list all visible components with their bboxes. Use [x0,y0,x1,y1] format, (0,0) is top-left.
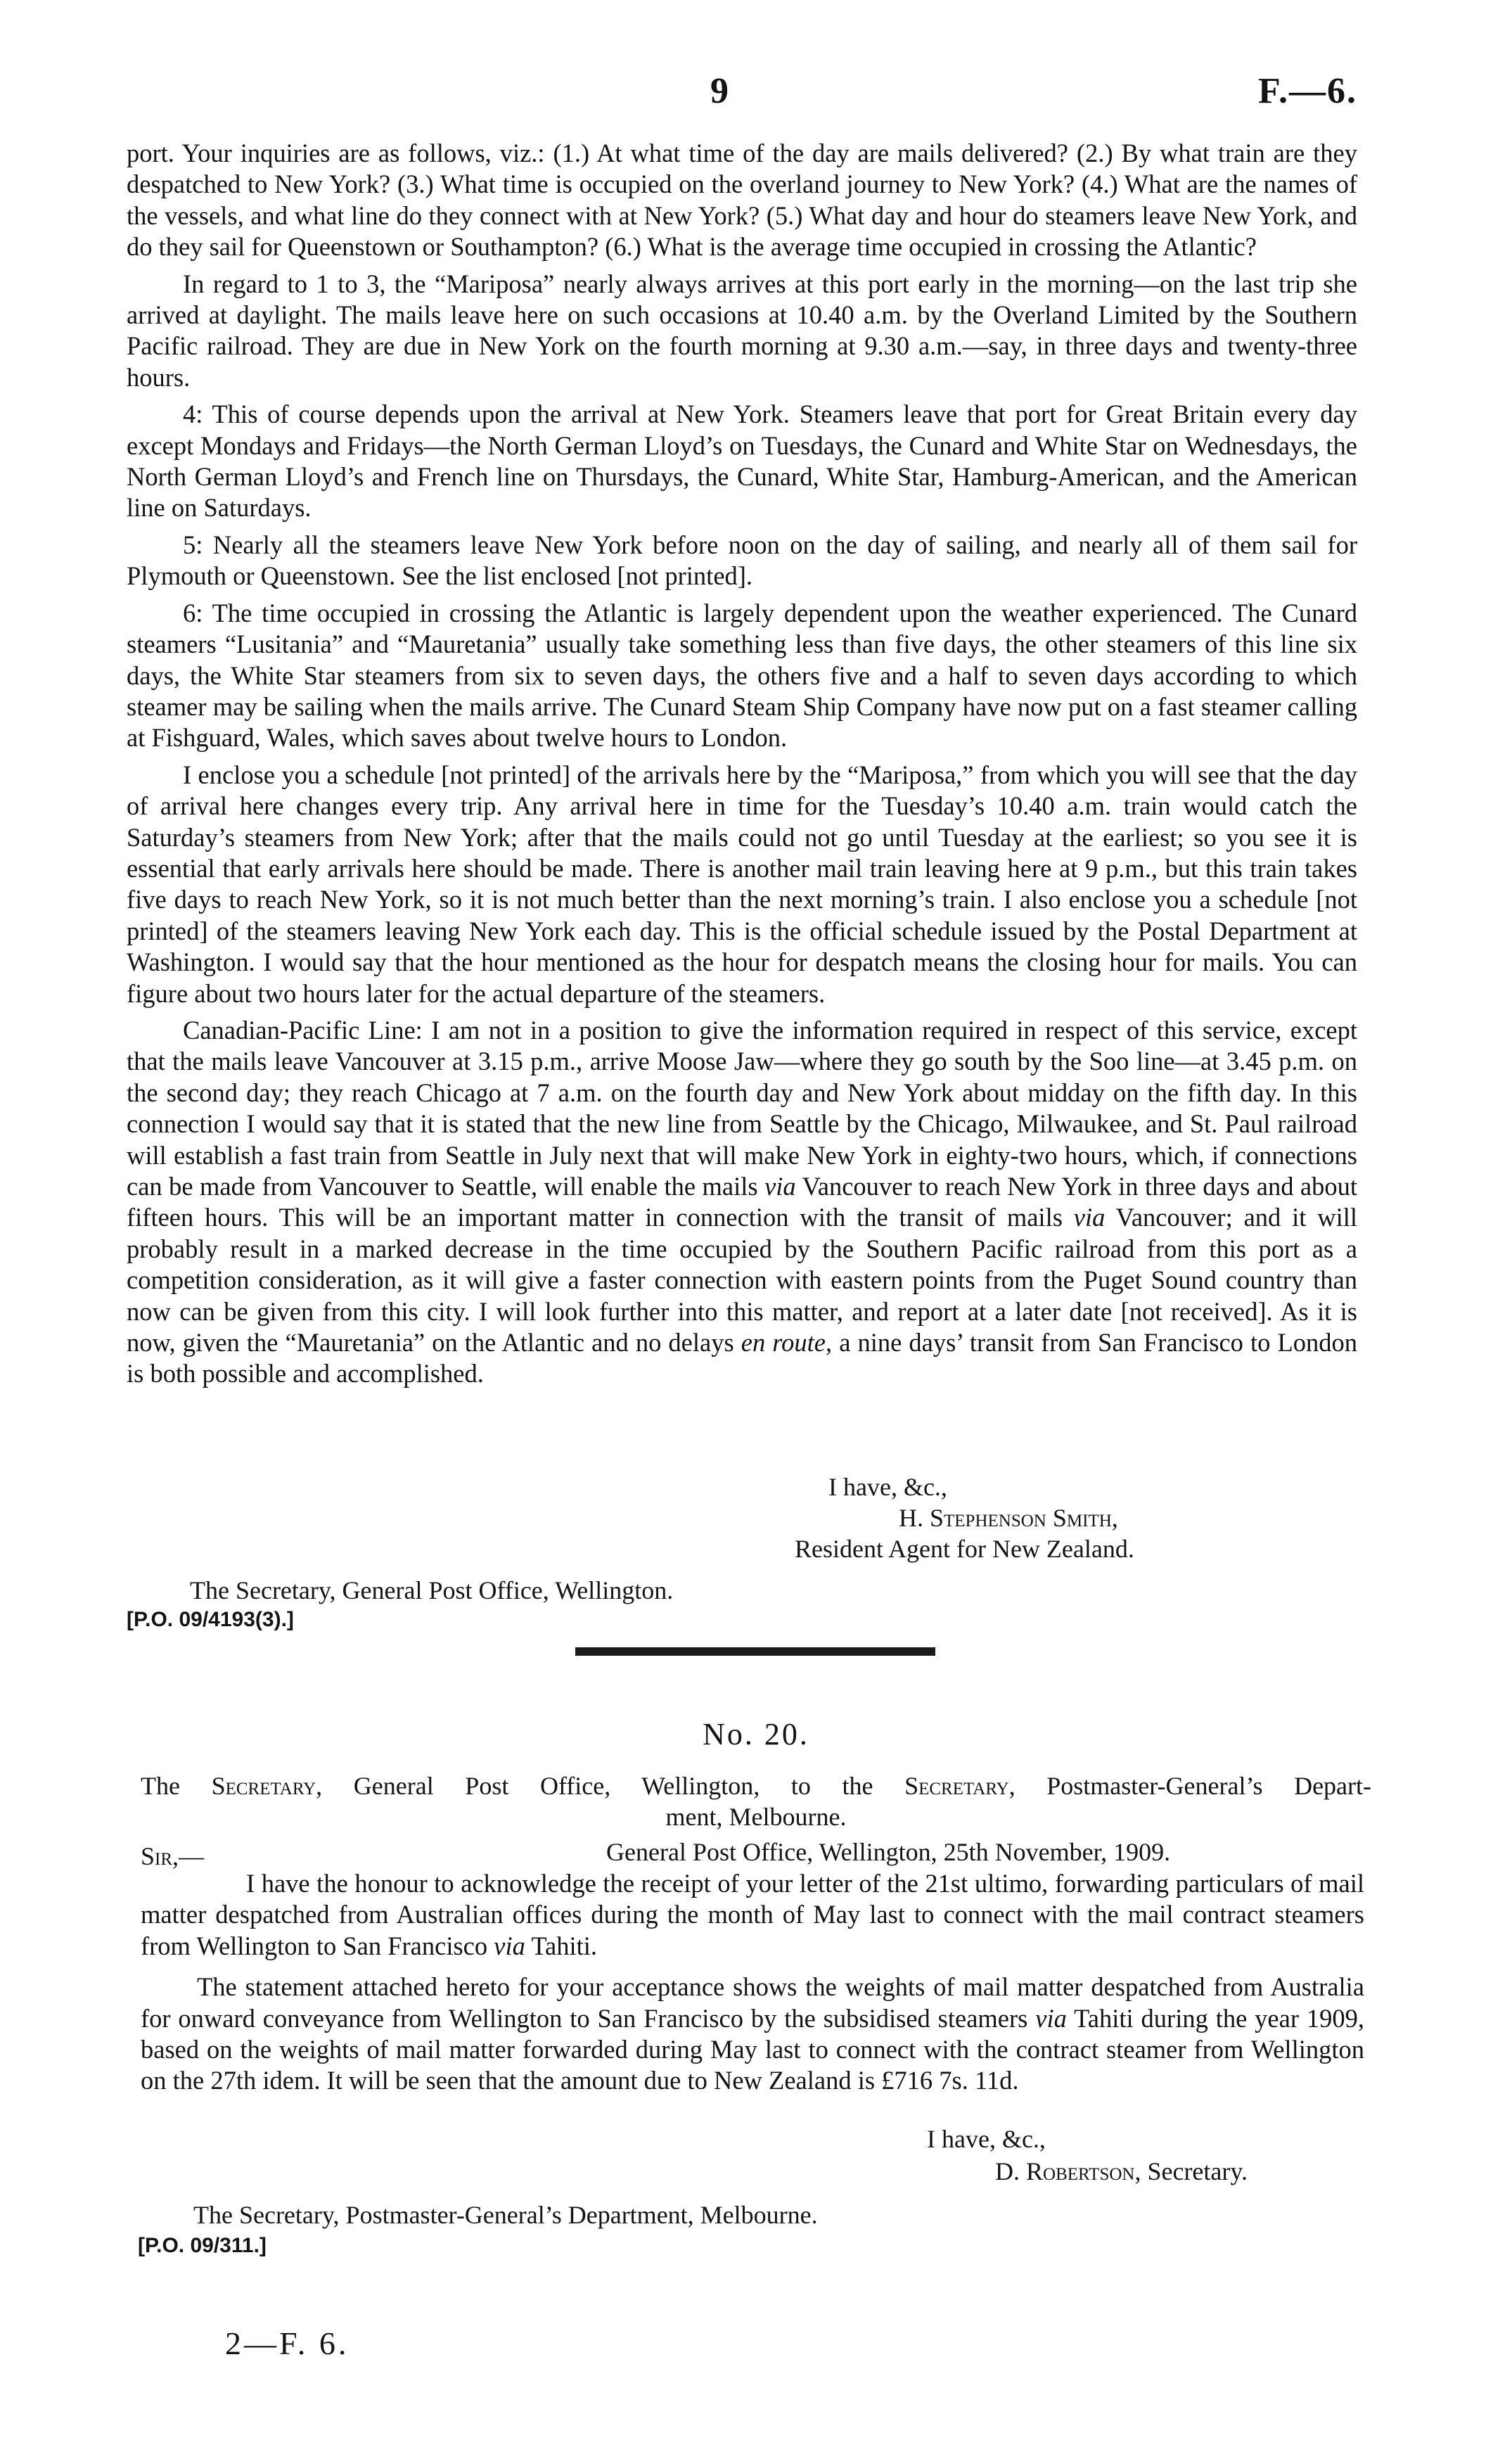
letter-number: No. 20. [703,1717,809,1751]
dateline: General Post Office, Wellington, 25th November, 1909. [606,1838,1171,1866]
closing-19: I have, &c., [828,1473,947,1501]
answer-1-3-paragraph: In regard to 1 to 3, the “Mariposa” nearly always arrives at this port early in the morning—on the last trip she arrived at daylight. The mails leave here on such occasions at 10.40 a.m. by the Overland Limited by the Southern Pacific railroad. They are due in New York on the fourth morning at 9.30 a.m.—say, in three days and twenty-three hours. [127,269,1357,392]
file-reference-19: [P.O. 09/4193(3).] [127,1608,294,1631]
letter-20-title-line-2: ment, Melbourne. [665,1803,847,1831]
closing-20: I have, &c., [927,2125,1046,2153]
answer-5-paragraph: 5: Nearly all the steamers leave New York before noon on the day of sailing, and nearly all of them sail for Plymouth or Queenstown. See the list enclosed [not printed]. [127,530,1357,591]
inquiries-paragraph: port. Your inquiries are as follows, viz.: (1.) At what time of the day are mails delivered? (2.) By what train are they despatched to New York? (3.) What time is occupied on the overland journey to New York? (4.) What are the names of the vessels, and what line do they connect with at New York? (5.) What day and hour do steamers leave New York, and do they sail for Queenstown or Southampton? (6.) What is the average time occupied in crossing the Atlantic? [127,139,1357,262]
answer-6-paragraph: 6: The time occupied in crossing the Atlantic is largely dependent upon the weather experienced. The Cunard steamers “Lusitania” and “Mauretania” usually take something less than five days, the other steamers of this line six days, the White Star steamers from six to seven days, the others five and a half to seven days according to which steamer may be sailing when the mails arrive. The Cunard Steam Ship Company have now put on a fast steamer calling at Fishguard, Wales, which saves about twelve hours to London. [127,598,1357,753]
file-reference-20: [P.O. 09/311.] [138,2234,267,2257]
signature-mark: 2—F. 6. [225,2325,350,2361]
schedule-paragraph: I enclose you a schedule [not printed] of the arrivals here by the “Mariposa,” from which you will see that the day of arrival here changes every trip. Any arrival here in time for the Tuesday’s 10.40 a.m. train would catch the Saturday’s steamers from New York; after that the mails could not go until Tuesday at the earliest; so you see it is essential that early arrivals here should be made. There is another mail train leaving here at 9 p.m., but this train takes five days to reach New York, so it is not much better than the next morning’s train. I also enclose you a schedule [not printed] of the steamers leaving New York each day. This is the official schedule issued by the Postal Department at Washington. I would say that the hour mentioned as the hour for despatch means the closing hour for mails. You can figure about two hours later for the actual departure of the steamers. [127,760,1357,1008]
letter-20-title-line-1: The Secretary, General Post Office, Wellington, to the Secretary, Postmaster-General’s Depart- [141,1772,1372,1800]
letter-20-body [141,1868,1364,2097]
addressee-19: The Secretary, General Post Office, Wellington. [190,1576,674,1604]
canadian-pacific-paragraph: Canadian-Pacific Line: I am not in a position to give the information required in respect of this service, except that the mails leave Vancouver at 3.15 p.m., arrive Moose Jaw—where they go south by the Soo line—at 3.45 p.m. on the second day; they reach Chicago at 7 a.m. on the fourth day and New York about midday on the fifth day. In this connection I would say that it is stated that the new line from Seattle by the Chicago, Milwaukee, and St. Paul railroad will establish a fast train from Seattle in July next that will make New York in eighty-two hours, which, if connections can be made from Vancouver to Seattle, will enable the mails via Vancouver to reach New York in three days and about fifteen hours. This will be an important matter in connection with the transit of mails via Vancouver; and it will probably result in a marked decrease in the time occupied by the Southern Pacific railroad from this port as a competition consideration, as it will give a faster connection with eastern points from the Puget Sound country than now can be given from this city. I will look further into this matter, and report at a later date [not received]. As it is now, given the “Mauretania” on the Atlantic and no delays en route, a nine days’ transit from San Francisco to London is both possible and accomplished. [127,1015,1358,1388]
page-number: 9 [710,71,729,111]
statement-paragraph: The statement attached hereto for your acceptance shows the weights of mail matter despatched from Australia for onward conveyance from Wellington to San Francisco by the subsidised steamers via Tahiti during the year 1909, based on the weights of mail matter forwarded during May last to connect with the contract steamer from Wellington on the 27th idem. It will be seen that the amount due to New Zealand is £716 7s. 11d. [141,1972,1364,2095]
answer-4-paragraph: 4: This of course depends upon the arrival at New York. Steamers leave that port for Great Britain every day except Mondays and Fridays—the North German Lloyd’s on Tuesdays, the Cunard and White Star on Wednesdays, the North German Lloyd’s and French line on Thursdays, the Cunard, White Star, Hamburg-American, and the American line on Saturdays. [127,400,1357,523]
addressee-20: The Secretary, Postmaster-General’s Department, Melbourne. [193,2201,818,2229]
page-header [0,63,1512,113]
section-divider [575,1647,935,1656]
salutation: Sir,— [141,1842,205,1870]
signer-title-19: Resident Agent for New Zealand. [795,1535,1134,1563]
acknowledgement-paragraph: I have the honour to acknowledge the receipt of your letter of the 21st ultimo, forwarding particulars of mail matter despatched from Australian offices during the month of May last to connect with the mail contract steamers from Wellington to San Francisco via Tahiti. [141,1869,1364,1960]
signer-name-19: H. Stephenson Smith, [899,1504,1118,1532]
document-reference: F.—6. [1258,71,1357,111]
signer-20: D. Robertson, Secretary. [995,2157,1248,2185]
letter-19-body [127,138,1357,1390]
